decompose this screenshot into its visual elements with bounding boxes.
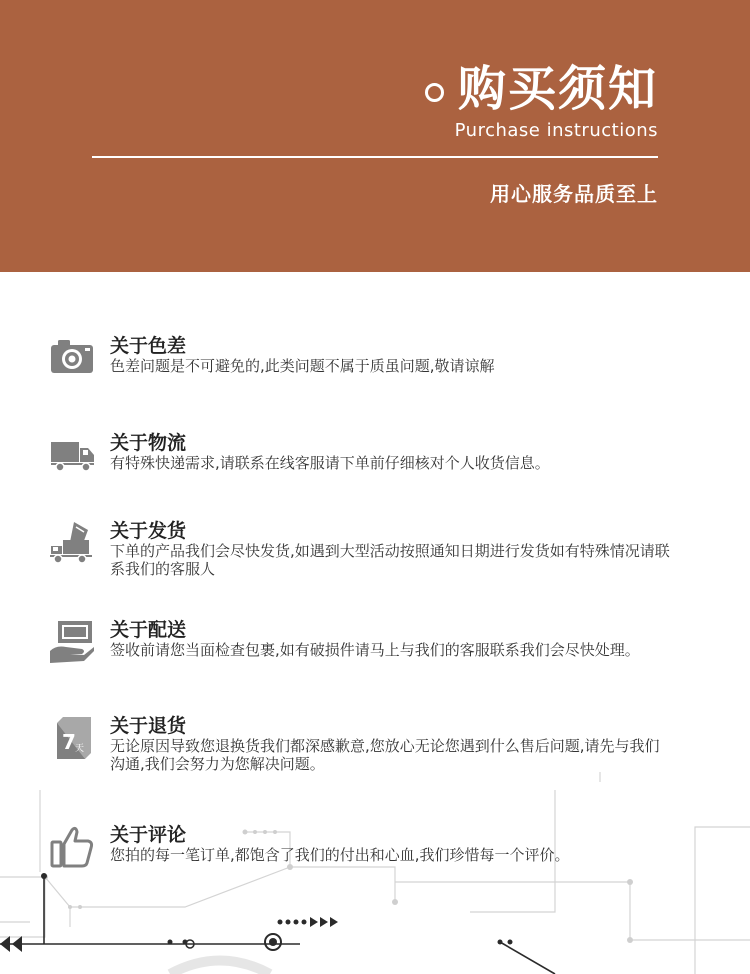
item-heading: 关于色差 <box>110 335 187 357</box>
page-title: 购买须知 <box>457 61 658 117</box>
item-description: 无论原因导致您退换货我们都深感歉意,您放心无论您遇到什么售后问题,请先与我们沟通,我们会努力为您解决问题。 <box>110 737 660 773</box>
item-heading: 关于物流 <box>110 432 187 454</box>
thumbs-up-icon <box>48 822 96 870</box>
svg-text:7: 7 <box>62 730 76 754</box>
item-heading: 关于退货 <box>110 715 187 737</box>
seven-day-return-icon <box>48 713 96 761</box>
item-heading: 关于配送 <box>110 619 187 641</box>
item-heading: 关于发货 <box>110 520 187 542</box>
header-banner <box>0 0 750 272</box>
item-description: 色差问题是不可避免的,此类问题不属于质虽问题,敬请谅解 <box>110 357 495 375</box>
item-description: 下单的产品我们会尽快发货,如遇到大型活动按照通知日期进行发货如有特殊情况请联系我们的客服人 <box>110 542 670 578</box>
delivery-hand-icon <box>48 617 96 665</box>
title-row <box>425 60 658 118</box>
item-heading: 关于评论 <box>110 824 187 846</box>
svg-text:天: 天 <box>75 744 85 754</box>
item-description: 有特殊快递需求,请联系在线客服请下单前仔细核对个人收货信息。 <box>110 454 550 472</box>
circle-icon <box>425 83 444 102</box>
item-description: 签收前请您当面检查包裹,如有破损件请马上与我们的客服联系我们会尽快处理。 <box>110 641 640 659</box>
slogan: 用心服务品质至上 <box>490 182 658 206</box>
camera-icon <box>48 333 96 381</box>
item-description: 您拍的每一笔订单,都饱含了我们的付出和心血,我们珍惜每一个评价。 <box>110 846 570 864</box>
divider <box>92 156 658 158</box>
circuit-decoration <box>0 772 750 974</box>
shipping-truck-icon <box>48 518 96 566</box>
page-subtitle: Purchase instructions <box>454 120 658 141</box>
truck-icon <box>48 430 96 478</box>
